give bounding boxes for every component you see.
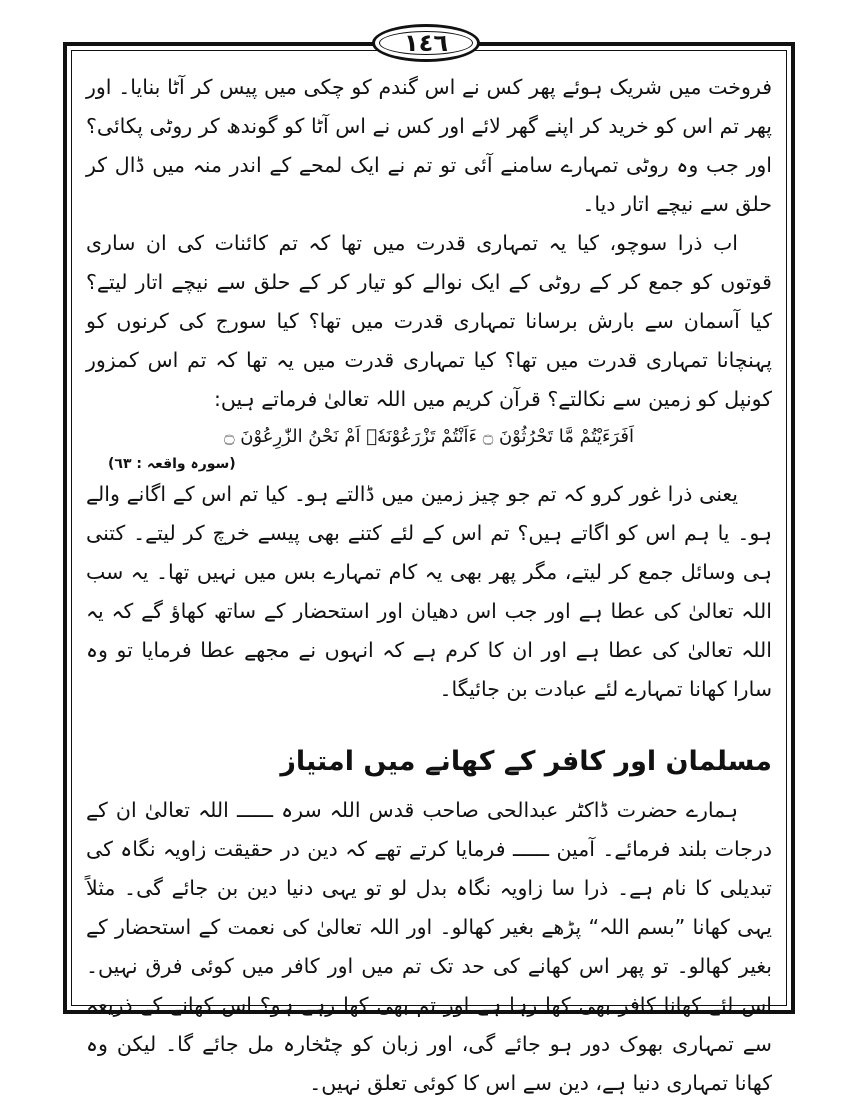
- quran-verse: اَفَرَءَيْتُمْ مَّا تَحْرُثُوْنَ ۝ ءَاَنْتُمْ تَزْرَعُوْنَهٗۤ اَمْ نَحْنُ الزّٰرِعُوْنَ ۝: [223, 426, 635, 447]
- paragraph-2: اب ذرا سوچو، کیا یہ تمہاری قدرت میں تھا کہ تم کائنات کی ان ساری قوتوں کو جمع کر کے روٹی کے ایک نوالے کو تیار کر کے حلق سے نیچے اتار لیتے؟ کیا آسمان سے بارش برسانا تمہاری قدرت میں تھا؟ کیا سورج کی کرنوں کو پہنچانا تمہاری قدرت میں تھا؟ کیا تمہاری قدرت میں یہ تھا کہ تم اس کمزور کونپل کو زمین سے نکالتے؟ قرآن کریم میں اللہ تعالیٰ فرماتے ہیں:: [86, 231, 772, 411]
- page-number-badge: [372, 24, 480, 62]
- paragraph-3: یعنی ذرا غور کرو کہ تم جو چیز زمین میں ڈالتے ہو۔ کیا تم اس کے اگانے والے ہو۔ یا ہم اس کو اگاتے ہیں؟ تم اس کے لئے کتنے بھی پیسے خرچ کر لیتے۔ کتنی ہی وسائل جمع کر لیتے، مگر پھر بھی یہ کام تمہارے بس میں نہیں تھا۔ یہ سب اللہ تعالیٰ کی عطا ہے اور جب اس دھیان اور استحضار کے ساتھ کھاؤ گے کہ یہ اللہ تعالیٰ کی عطا ہے اور ان کا کرم ہے کہ انہوں نے مجھے عطا فرمایا تو وہ سارا کھانا تمہارے لئے عبادت بن جائیگا۔: [86, 482, 772, 701]
- verse-reference: (سورہ واقعہ : ٦٣): [108, 456, 236, 472]
- paragraph-4: ہمارے حضرت ڈاکٹر عبدالحی صاحب قدس اللہ سرہ ــــــ اللہ تعالیٰ ان کے درجات بلند فرمائے۔ آمین ــــــ فرمایا کرتے تھے کہ دین در حقیقت زاویہ نگاہ کی تبدیلی کا نام ہے۔ ذرا سا زاویہ نگاہ بدل لو تو یہی دنیا دین بن جائے گی۔ مثلاً یہی کھانا ”بسم اللہ“ پڑھے بغیر کھالو۔ اور اللہ تعالیٰ کی نعمت کے استحضار کے بغیر کھالو۔ تو پھر اس کھانے کی حد تک تم میں اور کافر میں کوئی فرق نہیں۔ اس لئے کھانا کافر بھی کھا رہا ہے اور تم بھی کھا رہے ہو؟ اس کھانے کے ذریعہ سے تمہاری بھوک دور ہو جائے گی، اور زبان کو چٹخارہ مل جائے گا۔ لیکن وہ کھانا تمہاری دنیا ہے، دین سے اس کا کوئی تعلق نہیں۔: [86, 798, 772, 1095]
- page-number: ١٤٦: [404, 29, 448, 57]
- page-content: [86, 68, 772, 1095]
- paragraph-1: فروخت میں شریک ہوئے پھر کس نے اس گندم کو چکی میں پیس کر آٹا بنایا۔ اور پھر تم اس کو خرید کر اپنے گھر لائے اور کس نے اس آٹا کو گوندھ کر روٹی پکائی؟ اور جب وہ روٹی تمہارے سامنے آئی تو تم نے ایک لمحے کے اندر منہ میں ڈال کر حلق سے نیچے اتار دیا۔: [86, 75, 772, 216]
- section-heading: مسلمان اور کافر کے کھانے میں امتیاز: [280, 746, 772, 777]
